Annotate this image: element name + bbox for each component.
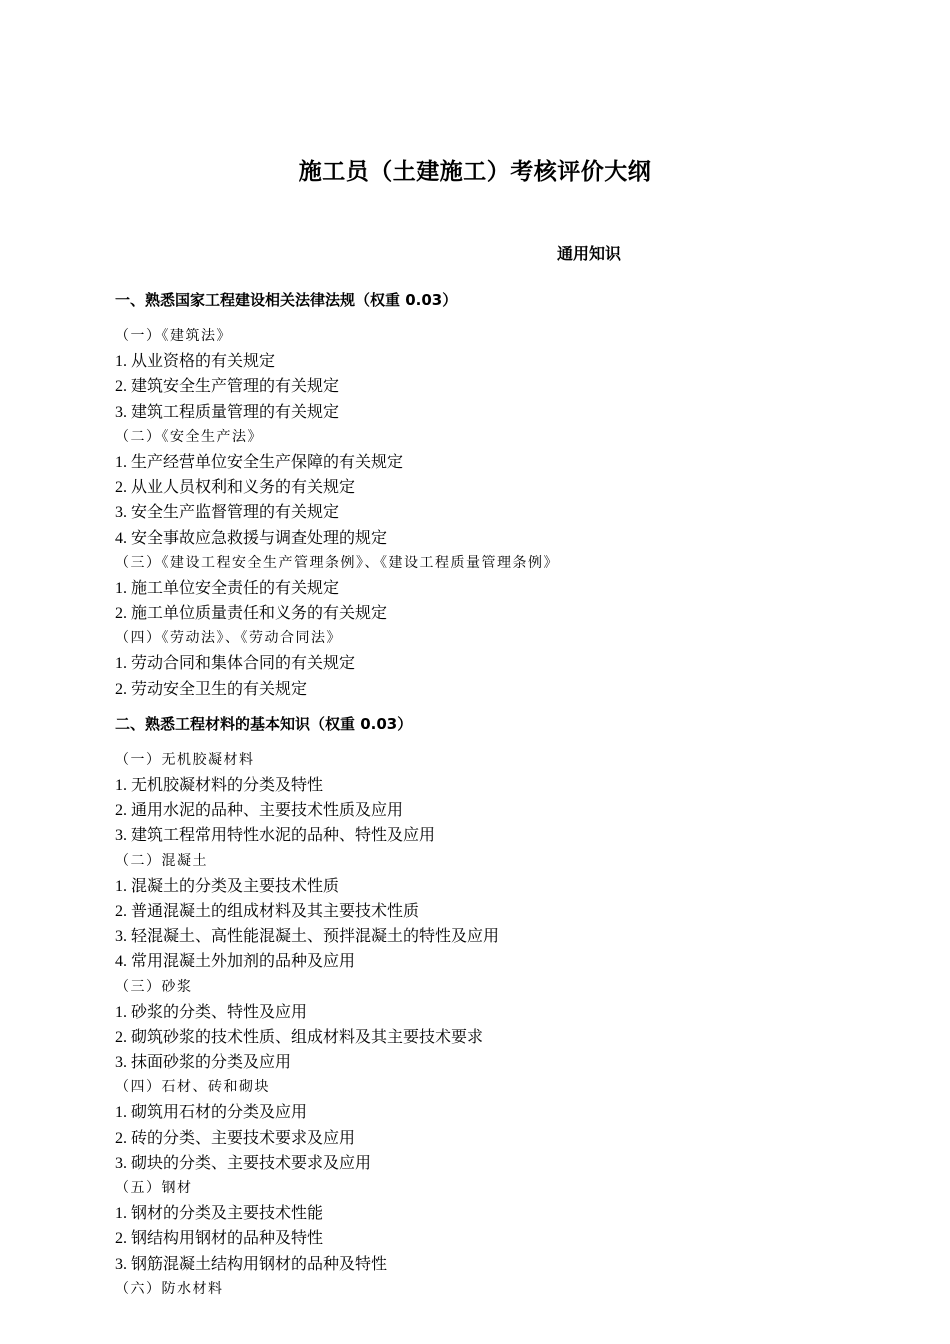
group-label: （一）无机胶凝材料 bbox=[115, 751, 255, 768]
list-item: 3. 钢筋混凝土结构用钢材的品种及特性 bbox=[115, 1255, 388, 1273]
list-item: 2. 从业人员权利和义务的有关规定 bbox=[115, 479, 356, 497]
list-item: 1. 劳动合同和集体合同的有关规定 bbox=[115, 655, 356, 673]
list-item: 3. 建筑工程常用特性水泥的品种、特性及应用 bbox=[115, 827, 436, 845]
list-item: 1. 砌筑用石材的分类及应用 bbox=[115, 1104, 308, 1122]
list-item: 2. 施工单位质量责任和义务的有关规定 bbox=[115, 605, 388, 623]
list-item: 1. 混凝土的分类及主要技术性质 bbox=[115, 877, 340, 895]
list-item: 3. 建筑工程质量管理的有关规定 bbox=[115, 403, 340, 421]
list-item: 3. 轻混凝土、高性能混凝土、预拌混凝土的特性及应用 bbox=[115, 928, 500, 946]
group-label: （一）《建筑法》 bbox=[115, 328, 232, 344]
list-item: 4. 安全事故应急救援与调查处理的规定 bbox=[115, 529, 388, 547]
part-heading: 二、熟悉工程材料的基本知识（权重 0.03） bbox=[115, 714, 413, 733]
section-title: 通用知识 bbox=[557, 244, 622, 263]
list-item: 1. 无机胶凝材料的分类及特性 bbox=[115, 777, 324, 794]
group-label: （六）防水材料 bbox=[115, 1280, 224, 1297]
group-label: （四）《劳动法》、《劳动合同法》 bbox=[115, 630, 342, 647]
list-item: 3. 抹面砂浆的分类及应用 bbox=[115, 1054, 292, 1072]
list-item: 2. 砌筑砂浆的技术性质、组成材料及其主要技术要求 bbox=[115, 1028, 484, 1046]
list-item: 4. 常用混凝土外加剂的品种及应用 bbox=[115, 953, 356, 971]
group-label: （二）混凝土 bbox=[115, 852, 208, 869]
list-item: 2. 劳动安全卫生的有关规定 bbox=[115, 680, 308, 698]
list-item: 2. 建筑安全生产管理的有关规定 bbox=[115, 378, 340, 396]
group-label: （二）《安全生产法》 bbox=[115, 428, 263, 445]
list-item: 3. 砌块的分类、主要技术要求及应用 bbox=[115, 1154, 372, 1172]
list-item: 1. 从业资格的有关规定 bbox=[115, 353, 276, 371]
list-item: 2. 砖的分类、主要技术要求及应用 bbox=[115, 1129, 356, 1147]
list-item: 2. 钢结构用钢材的品种及特性 bbox=[115, 1230, 324, 1248]
list-item: 1. 生产经营单位安全生产保障的有关规定 bbox=[115, 453, 404, 471]
document-title: 施工员（土建施工）考核评价大纲 bbox=[298, 159, 652, 185]
part-heading: 一、熟悉国家工程建设相关法律法规（权重 0.03） bbox=[115, 291, 458, 309]
group-label: （五）钢材 bbox=[115, 1180, 193, 1196]
group-label: （三）《建设工程安全生产管理条例》、《建设工程质量管理条例》 bbox=[115, 554, 559, 571]
list-item: 1. 砂浆的分类、特性及应用 bbox=[115, 1003, 308, 1021]
list-item: 3. 安全生产监督管理的有关规定 bbox=[115, 504, 340, 522]
group-label: （四）石材、砖和砌块 bbox=[115, 1079, 270, 1096]
list-item: 1. 施工单位安全责任的有关规定 bbox=[115, 579, 340, 597]
group-label: （三）砂浆 bbox=[115, 978, 193, 995]
document-body bbox=[115, 288, 895, 1302]
list-item: 2. 通用水泥的品种、主要技术性质及应用 bbox=[115, 802, 404, 820]
list-item: 1. 钢材的分类及主要技术性能 bbox=[115, 1205, 324, 1223]
list-item: 2. 普通混凝土的组成材料及其主要技术性质 bbox=[115, 902, 420, 920]
